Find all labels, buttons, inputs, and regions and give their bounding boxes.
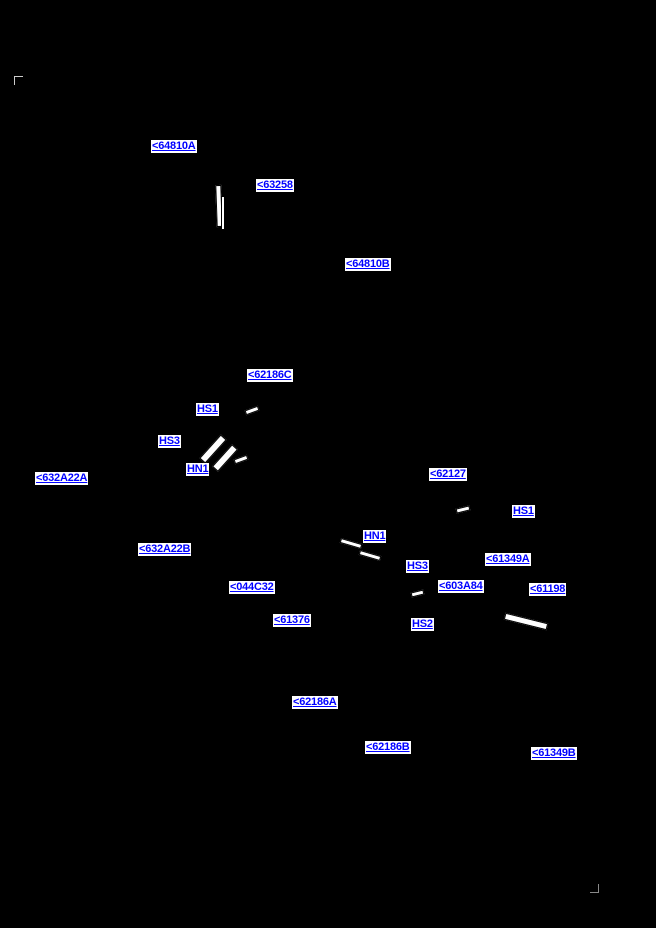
part-label-61349A[interactable]: <61349A bbox=[486, 553, 530, 565]
part-label-62186B[interactable]: <62186B bbox=[366, 741, 410, 753]
screw-62186c bbox=[245, 406, 260, 415]
part-label-HS1[interactable]: HS1 bbox=[197, 403, 218, 415]
part-label-HS3[interactable]: HS3 bbox=[159, 435, 180, 447]
part-label-632A22B[interactable]: <632A22B bbox=[139, 543, 191, 555]
part-label-62186C[interactable]: <62186C bbox=[248, 369, 292, 381]
part-label-64810A[interactable]: <64810A bbox=[152, 140, 196, 152]
screw-62127 bbox=[456, 505, 471, 513]
part-label-HN1[interactable]: HN1 bbox=[187, 463, 209, 475]
bolt-61198 bbox=[504, 613, 548, 630]
part-label-044C32[interactable]: <044C32 bbox=[230, 581, 274, 593]
corner-top-left-icon bbox=[14, 76, 23, 85]
part-label-HS1[interactable]: HS1 bbox=[513, 505, 534, 517]
part-label-HS2[interactable]: HS2 bbox=[412, 618, 433, 630]
part-label-62186A[interactable]: <62186A bbox=[293, 696, 337, 708]
part-label-HN1[interactable]: HN1 bbox=[364, 530, 386, 542]
bolt-hn1-lower-b bbox=[359, 550, 382, 561]
part-label-632A22A[interactable]: <632A22A bbox=[36, 472, 88, 484]
bolt-63258 bbox=[221, 196, 225, 230]
part-label-603A84[interactable]: <603A84 bbox=[439, 580, 483, 592]
part-label-61376[interactable]: <61376 bbox=[274, 614, 310, 626]
part-label-HS3[interactable]: HS3 bbox=[407, 560, 428, 572]
screw-hs3-lower bbox=[411, 590, 425, 598]
screw-hn1-mid bbox=[234, 455, 249, 464]
bolt-hn1-lower-a bbox=[340, 538, 363, 549]
part-label-62127[interactable]: <62127 bbox=[430, 468, 466, 480]
part-label-64810B[interactable]: <64810B bbox=[346, 258, 390, 270]
corner-bottom-right-icon bbox=[590, 884, 599, 893]
part-label-63258[interactable]: <63258 bbox=[257, 179, 293, 191]
part-label-61349B[interactable]: <61349B bbox=[532, 747, 576, 759]
part-label-61198[interactable]: <61198 bbox=[530, 583, 566, 595]
